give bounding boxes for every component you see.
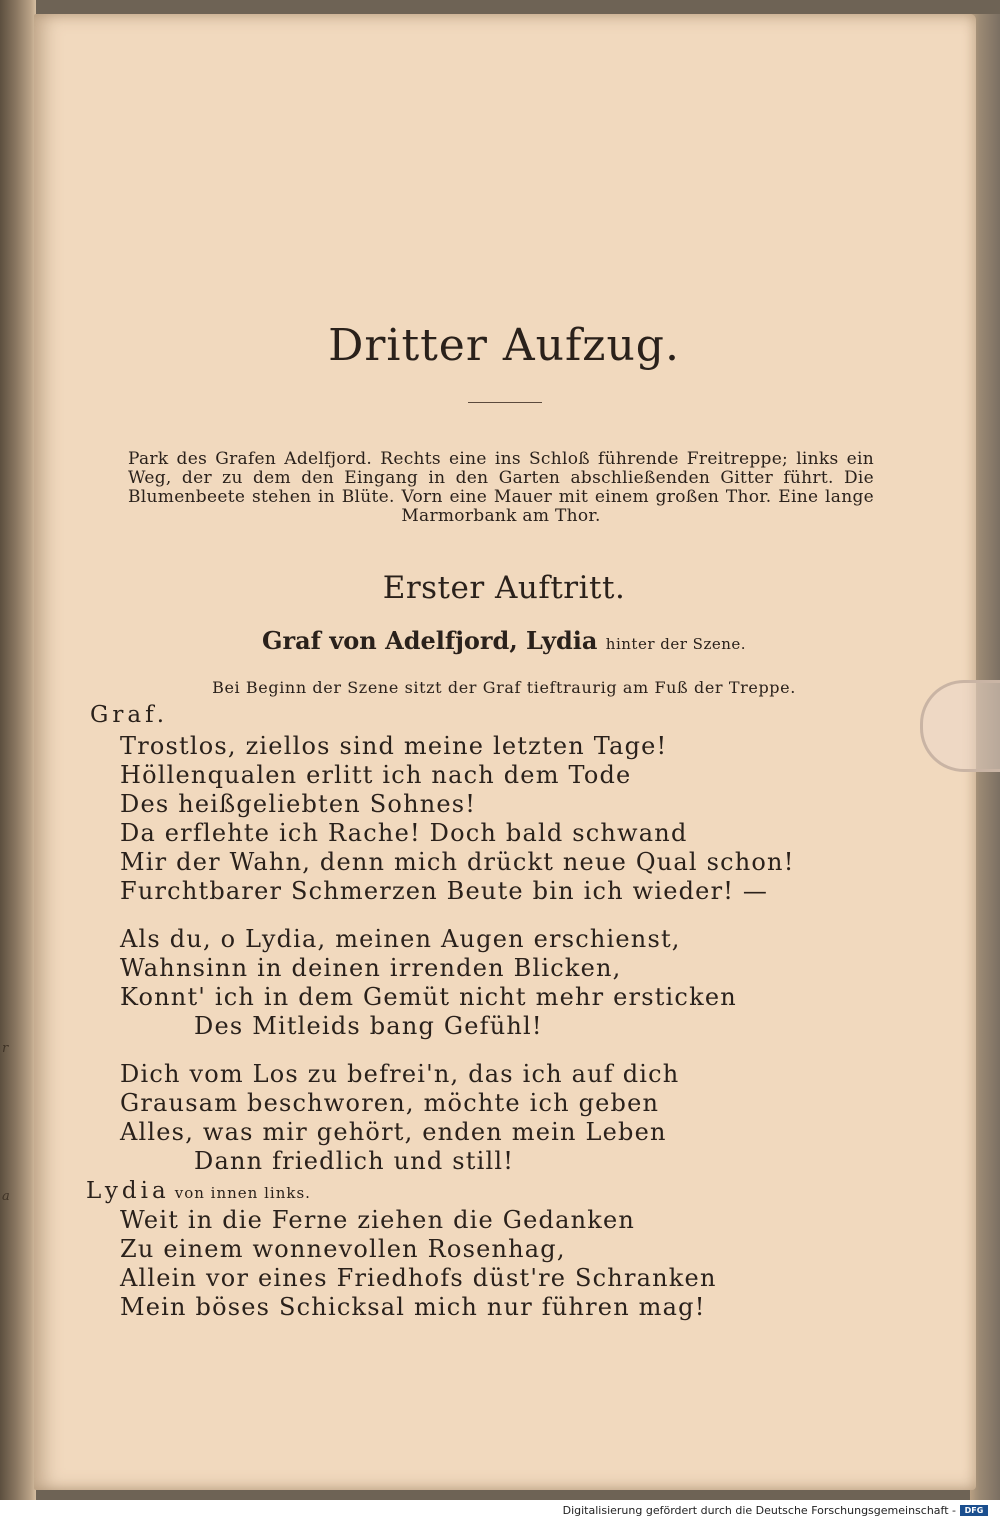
character-list [34, 626, 974, 655]
dfg-logo-icon: DFG [960, 1505, 988, 1516]
title-rule [468, 402, 542, 403]
verse-line: Wahnsinn in deinen irrenden Blicken, [120, 954, 622, 982]
stage-direction: Park des Grafen Adelfjord. Rechts eine ins Schloß führende Freitreppe; links ein Weg, der zu dem den Eingang in den Garten abschließenden Gitter führt. Die Blumenbeete stehen in Blüte. Vorn eine Mauer mit einem großen Thor. Eine lange Marmorbank am Thor. [128, 449, 874, 526]
character-note: hinter der Szene. [605, 635, 747, 653]
digitization-footer [563, 1504, 988, 1517]
previous-page-marks [2, 1040, 32, 1336]
paper-clip [920, 680, 1000, 772]
margin-mark: a [2, 1189, 10, 1204]
speaker-graf: Graf. [90, 702, 169, 728]
scene-title: Erster Auftritt. [382, 570, 626, 606]
character-names: Graf von Adelfjord, Lydia [261, 626, 598, 655]
verse-line: Alles, was mir gehört, enden mein Leben [120, 1118, 667, 1146]
verse-line: Da erflehte ich Rache! Doch bald schwand [120, 819, 688, 847]
act-title: Dritter Aufzug. [328, 320, 680, 371]
verse-line: Als du, o Lydia, meinen Augen erschienst, [120, 925, 681, 953]
verse-line: Trostlos, ziellos sind meine letzten Tage! [120, 732, 668, 760]
verse-line: Mein böses Schicksal mich nur führen mag! [120, 1293, 706, 1321]
verse-line: Dich vom Los zu befrei'n, das ich auf dich [120, 1060, 680, 1088]
footer-text: Digitalisierung gefördert durch die Deutsche Forschungsgemeinschaft - [562, 1504, 956, 1517]
verse-line: Konnt' ich in dem Gemüt nicht mehr ersticken [120, 983, 737, 1011]
book-page [34, 14, 976, 1490]
verse-line: Höllenqualen erlitt ich nach dem Tode [120, 761, 632, 789]
margin-mark: r [2, 1041, 9, 1056]
verse-line: Zu einem wonnevollen Rosenhag, [120, 1235, 566, 1263]
scene-situation: Bei Beginn der Szene sitzt der Graf tieftraurig am Fuß der Treppe. [212, 678, 796, 697]
verse-line: Dann friedlich und still! [194, 1147, 515, 1175]
speaker-lydia-line [86, 1178, 311, 1204]
speaker-direction: von innen links. [174, 1184, 311, 1202]
speaker-lydia: Lydia [86, 1178, 170, 1204]
verse-line: Allein vor eines Friedhofs düst're Schranken [120, 1264, 717, 1292]
verse-line: Mir der Wahn, denn mich drückt neue Qual schon! [120, 848, 795, 876]
verse-line: Grausam beschworen, möchte ich geben [120, 1089, 660, 1117]
verse-line: Des heißgeliebten Sohnes! [120, 790, 477, 818]
verse-line: Furchtbarer Schmerzen Beute bin ich wieder! — [120, 877, 769, 905]
verse-line: Weit in die Ferne ziehen die Gedanken [120, 1206, 636, 1234]
verse-line: Des Mitleids bang Gefühl! [194, 1012, 543, 1040]
